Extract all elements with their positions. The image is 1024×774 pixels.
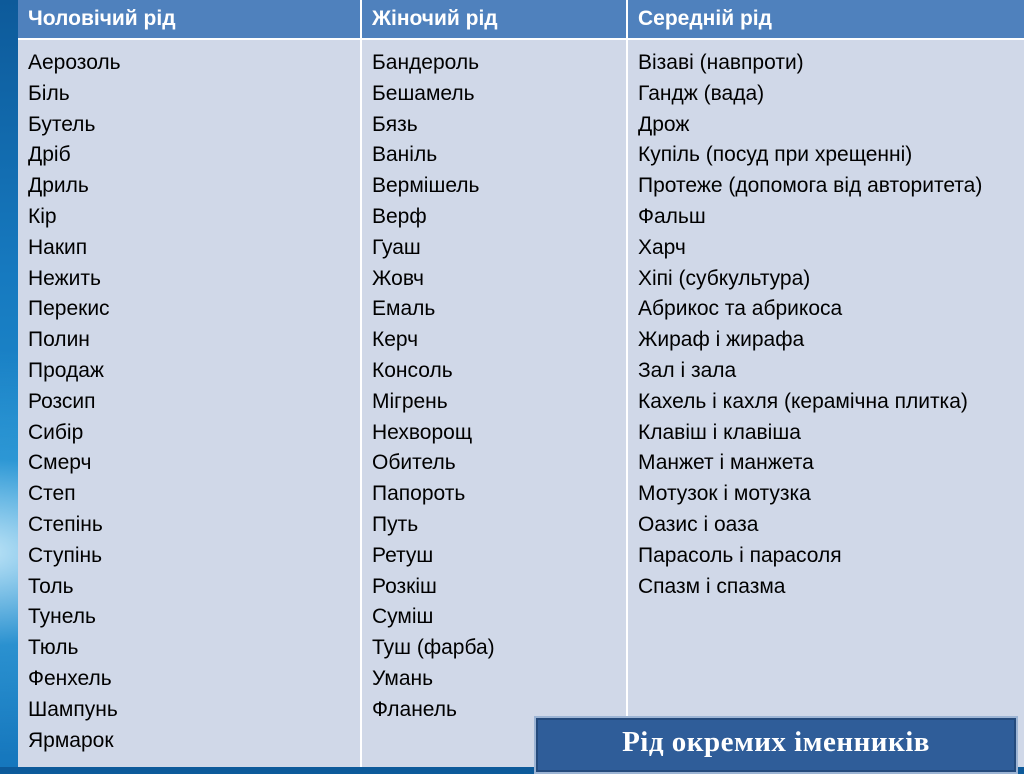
list-item: Манжет і манжета [638, 451, 814, 475]
list-item: Тунель [28, 605, 96, 629]
list-item: Розкіш [372, 574, 437, 598]
list-item: Суміш [372, 605, 434, 629]
slide [18, 0, 1014, 767]
list-item: Степінь [28, 512, 103, 536]
list-item: Дриль [28, 174, 89, 198]
list-item: Аерозоль [28, 51, 121, 74]
list-item: Перекис [28, 297, 110, 321]
caption-box [534, 716, 1018, 774]
list-item: Папороть [372, 482, 466, 506]
list-item: Обитель [372, 451, 456, 475]
list-item: Парасоль і парасоля [638, 543, 842, 567]
list-item: Абрикос та абрикоса [638, 297, 843, 321]
list-item: Вермішель [372, 174, 480, 198]
list-item: Фальш [638, 204, 706, 228]
list-item: Розсип [28, 389, 96, 413]
list-item: Шампунь [28, 697, 118, 721]
list-item: Мігрень [372, 389, 448, 413]
list-item: Ваніль [372, 143, 438, 167]
header-masculine: Чоловічий рід [18, 0, 361, 39]
list-item: Емаль [372, 297, 436, 321]
header-neuter: Середній рід [627, 0, 1024, 39]
list-item: Жовч [372, 266, 424, 290]
list-item: Купіль (посуд при хрещенні) [638, 143, 913, 167]
list-item: Жираф і жирафа [638, 328, 805, 352]
list-item: Біль [28, 81, 70, 105]
list-item: Ступінь [28, 543, 103, 567]
list-item: Толь [28, 574, 74, 598]
list-item: Путь [372, 512, 419, 536]
list-item: Хіпі (субкультура) [638, 266, 811, 290]
list-item: Умань [372, 666, 434, 690]
list-item: Протеже (допомога від авторитета) [638, 174, 983, 198]
list-item: Візаві (навпроти) [638, 51, 804, 74]
list-item: Продаж [28, 358, 104, 382]
list-item: Клавіш і клавіша [638, 420, 801, 444]
header-row [18, 0, 1024, 39]
list-item: Туш (фарба) [372, 636, 495, 660]
list-item: Дріб [28, 143, 71, 167]
list-item: Степ [28, 482, 76, 506]
list-item: Полин [28, 328, 90, 352]
list-item: Ярмарок [28, 728, 114, 752]
list-item: Гандж (вада) [638, 81, 765, 105]
list-item: Дрож [638, 112, 690, 136]
list-item: Фенхель [28, 666, 112, 690]
list-item: Нежить [28, 266, 101, 290]
header-feminine: Жіночий рід [361, 0, 627, 39]
noun-gender-table [18, 0, 1024, 767]
masculine-list [28, 48, 360, 756]
list-item: Спазм і спазма [638, 574, 786, 598]
caption-title: Рід окремих іменників [622, 725, 930, 758]
list-item: Кір [28, 204, 57, 228]
feminine-cell [361, 39, 627, 767]
neuter-list [638, 48, 1024, 602]
list-item: Сибір [28, 420, 84, 444]
list-item: Верф [372, 204, 427, 228]
masculine-cell [18, 39, 361, 767]
list-item: Тюль [28, 636, 79, 660]
body-row [18, 39, 1024, 767]
list-item: Ретуш [372, 543, 434, 567]
list-item: Мотузок і мотузка [638, 482, 811, 506]
list-item: Нехворощ [372, 420, 473, 444]
list-item: Керч [372, 328, 419, 352]
list-item: Оазис і оаза [638, 512, 759, 536]
list-item: Зал і зала [638, 358, 737, 382]
list-item: Гуаш [372, 235, 421, 259]
list-item: Консоль [372, 358, 453, 382]
list-item: Накип [28, 235, 88, 259]
neuter-cell [627, 39, 1024, 767]
list-item: Смерч [28, 451, 92, 475]
list-item: Бутель [28, 112, 96, 136]
list-item: Бешамель [372, 81, 475, 105]
list-item: Фланель [372, 697, 457, 721]
feminine-list [372, 48, 626, 726]
list-item: Кахель і кахля (керамічна плитка) [638, 389, 968, 413]
list-item: Бязь [372, 112, 418, 136]
list-item: Харч [638, 235, 686, 259]
list-item: Бандероль [372, 51, 480, 74]
